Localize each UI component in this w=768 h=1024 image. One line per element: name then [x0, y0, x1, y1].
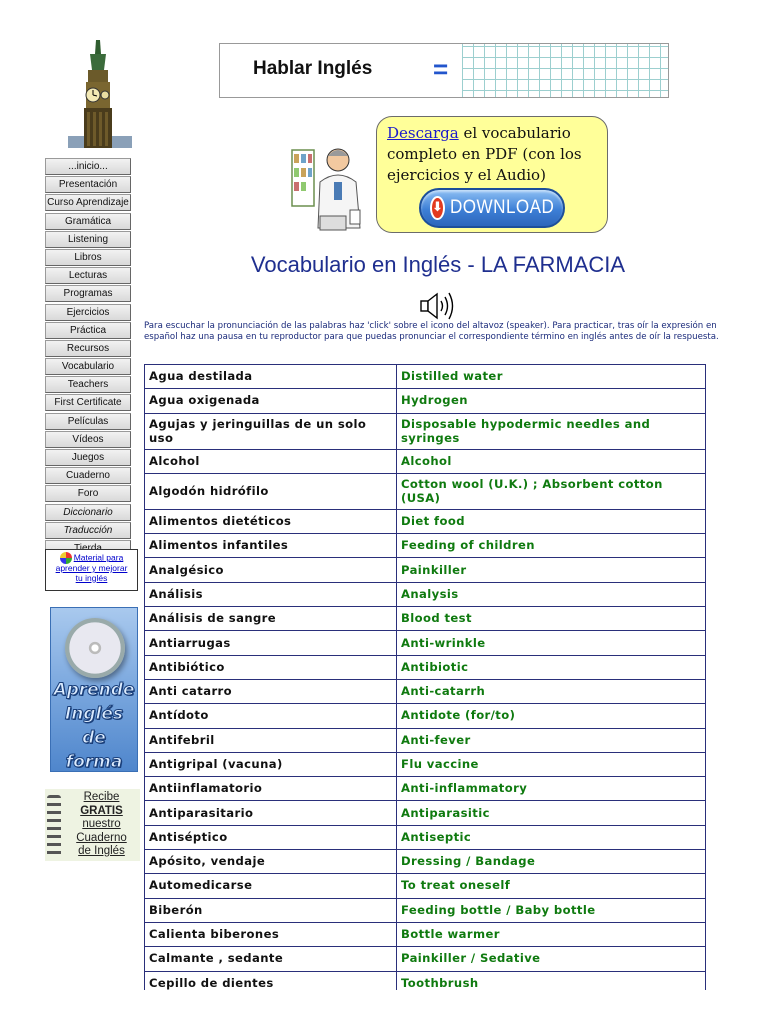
sidebar-item-vídeos[interactable]: Vídeos [45, 431, 131, 448]
spanish-term: Automedicarse [145, 874, 396, 897]
vocabulary-table [144, 364, 706, 990]
spanish-term: Calmante , sedante [145, 947, 396, 970]
spanish-term: Analgésico [145, 558, 396, 581]
table-row [145, 777, 705, 800]
english-term: Bottle warmer [397, 923, 705, 946]
sidebar-item-foro[interactable]: Foro [45, 485, 131, 502]
table-row [145, 850, 705, 873]
english-term: Dressing / Bandage [397, 850, 705, 873]
english-term: Flu vaccine [397, 753, 705, 776]
sidebar-item-ejercicios[interactable]: Ejercicios [45, 304, 131, 321]
vocabulary-table-container [144, 364, 706, 990]
sidebar-nav [45, 158, 131, 558]
sidebar-item-teachers[interactable]: Teachers [45, 376, 131, 393]
english-term: Anti-catarrh [397, 680, 705, 703]
banner-grid [462, 44, 668, 97]
english-term: Analysis [397, 583, 705, 606]
spanish-term: Antídoto [145, 704, 396, 727]
english-term: Distilled water [397, 365, 705, 388]
pharmacist-illustration [290, 142, 368, 234]
english-term: Alcohol [397, 450, 705, 473]
english-term: Blood test [397, 607, 705, 630]
banner-equals-symbol: = [433, 54, 449, 84]
sidebar-item-libros[interactable]: Libros [45, 249, 131, 266]
spanish-term: Antifebril [145, 729, 396, 752]
download-promo-text: Descarga el vocabulario completo en PDF (con los ejercicios y el Audio) [387, 124, 582, 184]
table-row [145, 704, 705, 727]
english-term: Antidote (for/to) [397, 704, 705, 727]
spanish-term: Alimentos infantiles [145, 534, 396, 557]
table-row [145, 389, 705, 412]
spanish-term: Cepillo de dientes [145, 972, 396, 990]
hablar-ingles-banner[interactable] [219, 43, 669, 98]
sidebar-item-cuaderno[interactable]: Cuaderno [45, 467, 131, 484]
sidebar-item-programas[interactable]: Programas [45, 285, 131, 302]
cd-icon [65, 618, 125, 678]
aprende-ingles-banner[interactable] [50, 607, 138, 772]
table-row [145, 583, 705, 606]
english-term: Feeding bottle / Baby bottle [397, 899, 705, 922]
spanish-term: Agua oxigenada [145, 389, 396, 412]
english-term: Antibiotic [397, 656, 705, 679]
spanish-term: Antiarrugas [145, 631, 396, 654]
spanish-term: Agujas y jeringuillas de un solo uso [145, 414, 396, 449]
english-term: Disposable hypodermic needles and syringes [397, 414, 705, 449]
table-row [145, 874, 705, 897]
spanish-term: Alimentos dietéticos [145, 510, 396, 533]
table-row [145, 534, 705, 557]
material-promo[interactable] [45, 549, 138, 591]
download-link[interactable]: Descarga [387, 124, 459, 142]
spanish-term: Calienta biberones [145, 923, 396, 946]
speaker-icon[interactable] [418, 290, 458, 322]
practica-banner-text: Aprende Inglés de forma [53, 680, 135, 772]
spanish-term: Alcohol [145, 450, 396, 473]
english-term: Painkiller / Sedative [397, 947, 705, 970]
table-row [145, 450, 705, 473]
english-term: Anti-fever [397, 729, 705, 752]
spanish-term: Biberón [145, 899, 396, 922]
table-row [145, 365, 705, 388]
english-term: Diet food [397, 510, 705, 533]
table-row [145, 899, 705, 922]
spanish-term: Antigripal (vacuna) [145, 753, 396, 776]
download-button-label: DOWNLOAD [449, 197, 555, 218]
table-row [145, 510, 705, 533]
sidebar-item-diccionario[interactable]: Diccionario [45, 504, 131, 521]
page-title: Vocabulario en Inglés - LA FARMACIA [250, 252, 626, 277]
download-button[interactable] [419, 188, 565, 228]
banner-title: Hablar Inglés [253, 58, 373, 79]
spanish-term: Antiséptico [145, 826, 396, 849]
spanish-term: Antiinflamatorio [145, 777, 396, 800]
table-row [145, 558, 705, 581]
english-term: Cotton wool (U.K.) ; Absorbent cotton (USA) [397, 474, 705, 509]
sidebar-item-práctica[interactable]: Práctica [45, 322, 131, 339]
sidebar-item-presentación[interactable]: Presentación [45, 176, 131, 193]
download-promo [376, 116, 608, 233]
spanish-term: Análisis [145, 583, 396, 606]
table-row [145, 753, 705, 776]
table-row [145, 474, 705, 509]
table-row [145, 923, 705, 946]
sidebar-item-gramática[interactable]: Gramática [45, 213, 131, 230]
big-ben-logo[interactable] [60, 40, 136, 148]
english-term: Toothbrush [397, 972, 705, 990]
sidebar-item-listening[interactable]: Listening [45, 231, 131, 248]
spanish-term: Algodón hidrófilo [145, 474, 396, 509]
english-term: Feeding of children [397, 534, 705, 557]
cuaderno-promo[interactable] [45, 789, 140, 861]
english-term: Antiparasitic [397, 801, 705, 824]
spanish-term: Agua destilada [145, 365, 396, 388]
spanish-term: Análisis de sangre [145, 607, 396, 630]
spanish-term: Anti catarro [145, 680, 396, 703]
sidebar-item-vocabulario[interactable]: Vocabulario [45, 358, 131, 375]
spanish-term: Antibiótico [145, 656, 396, 679]
sidebar-item-curso-aprendizaje[interactable]: Curso Aprendizaje [45, 194, 131, 211]
sidebar-item-inicio[interactable]: ...inicio... [45, 158, 131, 175]
sidebar-item-juegos[interactable]: Juegos [45, 449, 131, 466]
english-term: Anti-inflammatory [397, 777, 705, 800]
download-arrow-icon: ⬇ [430, 196, 445, 220]
table-row [145, 607, 705, 630]
instructions-text: Para escuchar la pronunciación de las palabras haz 'click' sobre el icono del altavoz (speaker). Para practicar, tras oír la expresión en español haz una pausa en tu reproductor para que puedas pronunciar el correspondiente término en inglés antes de oír la respuesta. [144, 321, 719, 342]
table-row [145, 656, 705, 679]
english-term: Hydrogen [397, 389, 705, 412]
material-promo-link[interactable]: Material para aprender y mejorar tu inglés [55, 552, 128, 583]
spanish-term: Apósito, vendaje [145, 850, 396, 873]
sidebar-item-lecturas[interactable]: Lecturas [45, 267, 131, 284]
table-row [145, 414, 705, 449]
table-row [145, 801, 705, 824]
table-row [145, 729, 705, 752]
english-term: To treat oneself [397, 874, 705, 897]
english-term: Anti-wrinkle [397, 631, 705, 654]
sidebar-item-recursos[interactable]: Recursos [45, 340, 131, 357]
table-row [145, 972, 705, 990]
table-row [145, 826, 705, 849]
table-row [145, 947, 705, 970]
english-term: Antiseptic [397, 826, 705, 849]
cuaderno-promo-text[interactable]: Recibe GRATIS nuestro Cuaderno de Inglés [76, 791, 127, 857]
table-row [145, 680, 705, 703]
spanish-term: Antiparasitario [145, 801, 396, 824]
english-term: Painkiller [397, 558, 705, 581]
table-row [145, 631, 705, 654]
sidebar-item-traducción[interactable]: Traducción [45, 522, 131, 539]
notebook-spiral-icon [47, 795, 61, 857]
sidebar-item-películas[interactable]: Películas [45, 413, 131, 430]
sidebar-item-first-certificate[interactable]: First Certificate [45, 394, 131, 411]
